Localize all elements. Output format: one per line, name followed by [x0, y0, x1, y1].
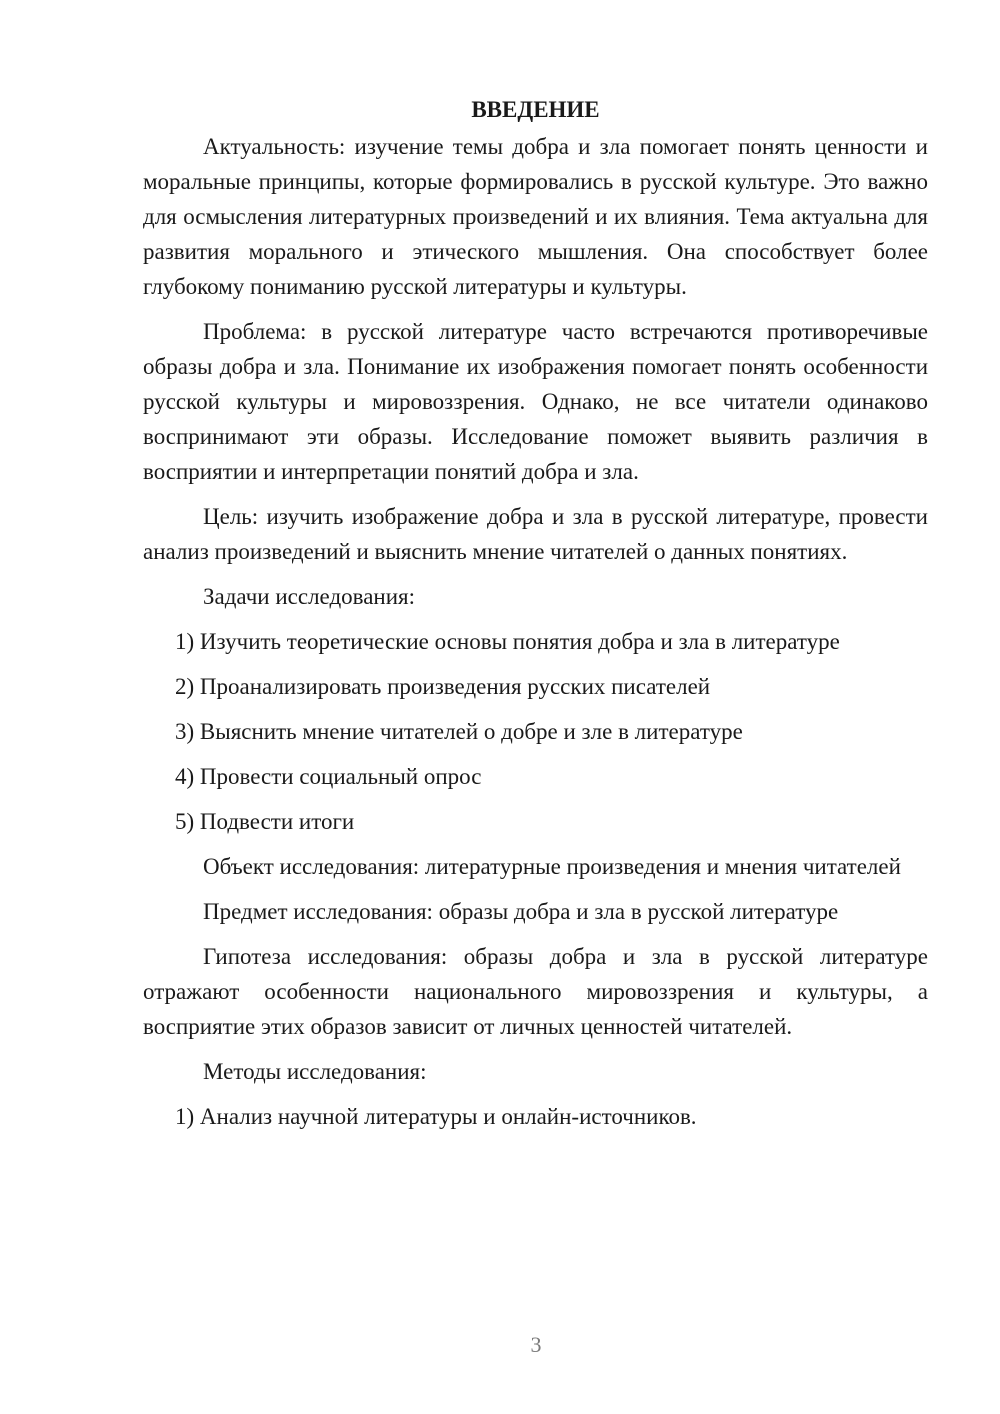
tasks-list — [143, 624, 928, 839]
methods-heading: Методы исследования: — [203, 1059, 427, 1084]
list-item: 1) Изучить теоретические основы понятия добра и зла в литературе — [175, 629, 840, 654]
list-item: 4) Провести социальный опрос — [175, 764, 482, 789]
tasks-heading: Задачи исследования: — [203, 584, 416, 609]
page-content — [143, 92, 928, 1144]
goal-paragraph: Цель: изучить изображение добра и зла в русской литературе, провести анализ произведений и выяснить мнение читателей о данных понятиях. — [143, 504, 928, 564]
relevance-paragraph: Актуальность: изучение темы добра и зла помогает понять ценности и моральные принципы, которые формировались в русской культуре. Это важно для осмысления литературных произведений и их влияния. Тема актуальна для развития морального и этического мышления. Она способствует более глубокому пониманию русской литературы и культуры. — [143, 134, 928, 299]
list-item: 5) Подвести итоги — [175, 809, 355, 834]
object-paragraph: Объект исследования: литературные произведения и мнения читателей — [203, 854, 901, 879]
methods-list — [143, 1099, 928, 1134]
page-number: 3 — [530, 1332, 542, 1357]
hypothesis-paragraph: Гипотеза исследования: образы добра и зла в русской литературе отражают особенности национального мировоззрения и культуры, а восприятие этих образов зависит от личных ценностей читателей. — [143, 944, 928, 1039]
section-heading: ВВЕДЕНИЕ — [471, 97, 600, 122]
list-item: 3) Выяснить мнение читателей о добре и зле в литературе — [175, 719, 743, 744]
list-item: 1) Анализ научной литературы и онлайн-источников. — [175, 1104, 697, 1129]
subject-paragraph: Предмет исследования: образы добра и зла в русской литературе — [203, 899, 839, 924]
problem-paragraph: Проблема: в русской литературе часто встречаются противоречивые образы добра и зла. Понимание их изображения помогает понять особенности русской культуры и мировоззрения. Однако, не все читатели одинаково воспринимают эти образы. Исследование поможет выявить различия в восприятии и интерпретации понятий добра и зла. — [143, 319, 928, 484]
list-item: 2) Проанализировать произведения русских писателей — [175, 674, 711, 699]
